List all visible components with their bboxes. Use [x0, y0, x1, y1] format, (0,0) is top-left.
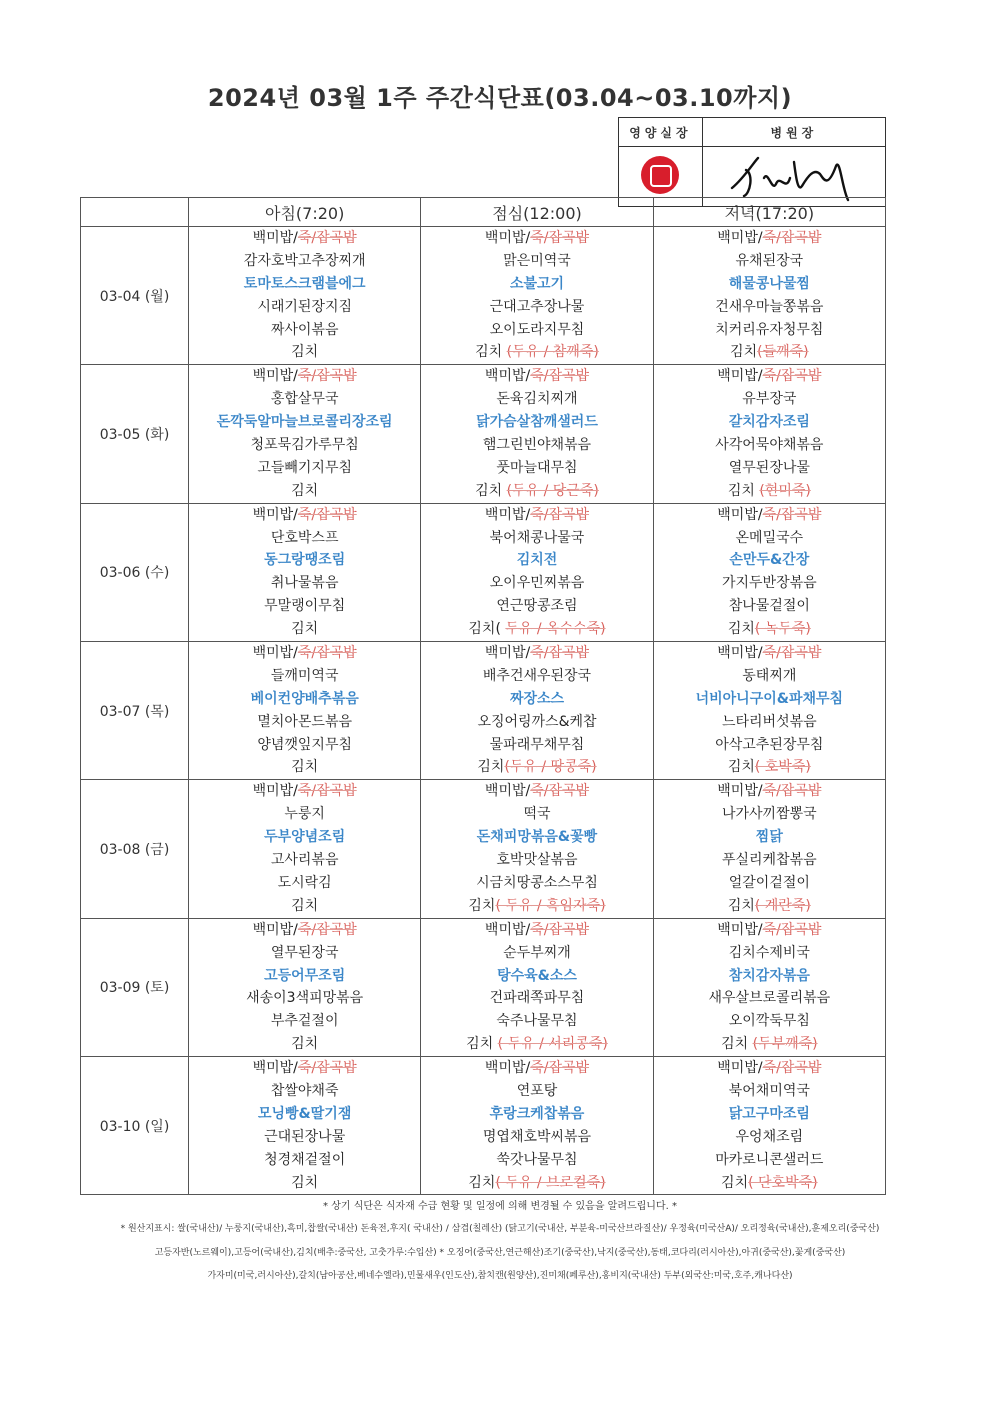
origin-note-line-2: 고등자반(노르웨이),고등어(국내산),김치(배추:중국산, 고춧가루:수입산) * 오징어(중국산,연근해산)조기(중국산),낙지(중국산),동태,코다리(러시아산),아귀(중국산),꽃게(중국산) — [154, 1248, 846, 1258]
menu-item: 온메밀국수 — [735, 529, 804, 546]
menu-item-text: 김치 — [475, 344, 507, 361]
porridge-option-text: 죽/잡곡밥 — [762, 1060, 822, 1077]
header-lunch: 점심(12:00) — [421, 198, 653, 227]
menu-item: 풋마늘대무침 — [496, 459, 578, 476]
menu-item-text: 김치 — [477, 759, 505, 776]
approval-label-nutrition: 영양실장 — [619, 118, 703, 147]
menu-header-row — [81, 198, 886, 227]
menu-item — [654, 965, 885, 988]
menu-item — [421, 1057, 652, 1080]
menu-item — [654, 504, 885, 527]
menu-item — [654, 365, 885, 388]
menu-item-text: 김치 — [475, 482, 507, 499]
menu-item: 연근땅콩조림 — [496, 598, 578, 615]
porridge-option-text: 죽/잡곡밥 — [530, 230, 590, 246]
porridge-option-text: (두유 / 땅콩죽) — [504, 759, 597, 776]
meal-cell-dinner — [653, 918, 885, 1056]
menu-item: 마카로니콘샐러드 — [715, 1151, 824, 1168]
porridge-option-text: 두유 / 옥수수죽) — [505, 621, 606, 638]
main-dish-text: 김치전 — [516, 552, 558, 569]
porridge-option-text: 죽/잡곡밥 — [530, 921, 590, 938]
main-dish-text: 짜장소스 — [509, 690, 565, 707]
menu-item — [189, 1103, 420, 1126]
menu-item — [421, 756, 652, 779]
main-dish-text: 돈채피망볶음&꽃빵 — [476, 829, 598, 846]
menu-item: 감자호박고추장찌개 — [243, 252, 366, 269]
day-date: 03-06 (수) — [81, 503, 189, 641]
approval-label-director: 병원장 — [702, 118, 885, 147]
menu-item: 치커리유자청무침 — [715, 321, 824, 338]
menu-item — [421, 895, 652, 918]
menu-item-text: 김치 — [727, 482, 760, 499]
menu-item — [654, 227, 885, 250]
menu-item: 돈육김치찌개 — [496, 391, 578, 408]
day-date: 03-08 (금) — [81, 780, 189, 918]
menu-item — [189, 365, 420, 388]
menu-item — [654, 1057, 885, 1080]
meal-cell-breakfast — [189, 642, 421, 780]
origin-note-line-1: * 원산지표시: 쌀(국내산)/ 누룽지(국내산),흑미,찹쌀(국내산) 돈육전,후지( 국내산) / 삼겹(칠레산) (닭고기(국내산, 부분육-미국산브라질산)/ 우정육(미국산A)/ 오리정육(국내산),훈제오리(중국산) — [120, 1224, 880, 1234]
menu-item — [421, 688, 652, 711]
menu-item: 김치 — [291, 759, 319, 776]
menu-item — [421, 965, 652, 988]
main-dish-text: 갈치감자조림 — [728, 414, 810, 431]
menu-item-text: 김치 — [727, 621, 755, 638]
menu-item: 아삭고추된장무침 — [715, 736, 824, 753]
weekly-menu-table — [80, 197, 886, 1195]
menu-item — [654, 480, 885, 503]
menu-item — [189, 965, 420, 988]
main-dish-text: 닭가슴살참깨샐러드 — [476, 414, 598, 431]
menu-item: 열무된장국 — [270, 944, 339, 961]
menu-item: 누룽지 — [284, 806, 325, 823]
meal-cell-lunch — [421, 365, 653, 503]
main-dish-text: 닭고구마조림 — [728, 1105, 810, 1122]
menu-item: 김치 — [291, 621, 319, 638]
porridge-option-text: ( 계란죽) — [754, 897, 811, 914]
menu-item: 새우살브로콜리볶음 — [708, 990, 831, 1007]
meal-cell-breakfast — [189, 365, 421, 503]
menu-item-text: 백미밥/ — [717, 230, 763, 246]
menu-item — [654, 780, 885, 803]
menu-item: 북어채콩나물국 — [489, 529, 585, 546]
day-date: 03-04 (월) — [81, 227, 189, 365]
menu-item: 근대고추장나물 — [489, 298, 585, 315]
menu-item: 순두부찌개 — [503, 944, 571, 961]
menu-item — [654, 688, 885, 711]
menu-item-text: 백미밥/ — [484, 368, 531, 385]
menu-item — [189, 688, 420, 711]
menu-item: 짜사이볶음 — [270, 321, 339, 338]
porridge-option-text: 죽/잡곡밥 — [530, 506, 590, 523]
menu-item — [654, 826, 885, 849]
porridge-option-text: ( 두유 / 브로컬죽) — [495, 1174, 606, 1191]
header-date — [81, 198, 189, 227]
porridge-option-text: (두유 / 참깨죽) — [506, 344, 599, 361]
menu-item: 고사리볶음 — [270, 852, 339, 869]
menu-item-text: 백미밥/ — [484, 230, 531, 246]
menu-item-text: 김치 — [721, 1174, 749, 1191]
menu-item: 숙주나물무침 — [496, 1013, 578, 1030]
porridge-option-text: 죽/잡곡밥 — [762, 921, 822, 938]
porridge-option-text: 죽/잡곡밥 — [297, 783, 357, 800]
menu-item-text: 백미밥/ — [252, 921, 298, 938]
menu-item — [189, 549, 420, 572]
menu-item — [189, 826, 420, 849]
porridge-option-text: 죽/잡곡밥 — [530, 1060, 590, 1077]
menu-item — [189, 780, 420, 803]
meal-cell-dinner — [653, 642, 885, 780]
menu-item-text: 백미밥/ — [717, 921, 763, 938]
menu-item — [421, 480, 652, 503]
porridge-option-text: 죽/잡곡밥 — [297, 368, 357, 385]
menu-item: 푸실리케찹볶음 — [721, 852, 817, 869]
day-row — [81, 642, 886, 780]
header-breakfast: 아침(7:20) — [189, 198, 421, 227]
menu-item — [189, 919, 420, 942]
menu-item-text: 백미밥/ — [717, 368, 763, 385]
seal-stamp-icon — [641, 156, 679, 194]
menu-item — [189, 642, 420, 665]
menu-item: 건파래쪽파무침 — [489, 990, 585, 1007]
menu-item-text: 백미밥/ — [252, 506, 298, 523]
menu-item: 열무된장나물 — [728, 459, 810, 476]
menu-item: 맑은미역국 — [503, 252, 571, 269]
menu-item: 얼갈이겉절이 — [728, 874, 810, 891]
meal-cell-dinner — [653, 365, 885, 503]
porridge-option-text: 죽/잡곡밥 — [297, 1060, 357, 1077]
menu-item — [189, 227, 420, 250]
main-dish-text: 너비아니구이&파채무침 — [695, 690, 844, 707]
menu-item: 새송이3색피망볶음 — [246, 990, 364, 1007]
porridge-option-text: 죽/잡곡밥 — [762, 506, 822, 523]
menu-item — [421, 618, 652, 641]
menu-item-text: 백미밥/ — [484, 506, 531, 523]
menu-item: 청포묵김가루무침 — [250, 437, 359, 454]
porridge-option-text: (두유 / 당근죽) — [506, 482, 599, 499]
menu-item — [654, 341, 885, 364]
menu-item — [654, 618, 885, 641]
menu-item-text: 백미밥/ — [484, 645, 531, 662]
porridge-option-text: 죽/잡곡밥 — [297, 921, 357, 938]
porridge-option-text: 죽/잡곡밥 — [297, 506, 357, 523]
menu-item — [654, 1172, 885, 1195]
menu-item: 유채된장국 — [735, 252, 804, 269]
menu-item: 시금치땅콩소스무침 — [476, 874, 598, 891]
menu-item: 동태찌개 — [742, 667, 797, 684]
porridge-option-text: 죽/잡곡밥 — [762, 368, 822, 385]
day-date: 03-09 (토) — [81, 918, 189, 1056]
menu-item-text: 백미밥/ — [484, 921, 531, 938]
porridge-option-text: 죽/잡곡밥 — [297, 230, 357, 246]
menu-item — [421, 365, 652, 388]
porridge-option-text: (현미죽) — [759, 482, 811, 499]
meal-cell-breakfast — [189, 1057, 421, 1195]
menu-item — [421, 504, 652, 527]
menu-item — [189, 1057, 420, 1080]
menu-item: 시래기된장지짐 — [257, 298, 352, 315]
page-title: 2024년 03월 1주 주간식단표(03.04~03.10까지) — [207, 84, 793, 112]
main-dish-text: 탕수육&소스 — [497, 967, 577, 984]
menu-item — [189, 411, 420, 434]
porridge-option-text: 죽/잡곡밥 — [530, 645, 590, 662]
menu-item: 부추겉절이 — [270, 1013, 339, 1030]
menu-item: 고들빼기지무침 — [257, 459, 352, 476]
menu-item-text: 백미밥/ — [252, 368, 298, 385]
menu-item: 김치 — [291, 482, 319, 499]
menu-item: 느타리버섯볶음 — [721, 713, 817, 730]
menu-item: 호박맛살볶음 — [496, 852, 578, 869]
porridge-option-text: (들깨죽) — [757, 344, 809, 361]
header-dinner: 저녁(17:20) — [653, 198, 885, 227]
day-date: 03-10 (일) — [81, 1057, 189, 1195]
menu-item: 오이깍둑무침 — [728, 1013, 810, 1030]
main-dish-text: 고등어무조림 — [264, 967, 346, 984]
porridge-option-text: 죽/잡곡밥 — [762, 645, 822, 662]
menu-item: 명엽채호박씨볶음 — [482, 1128, 592, 1145]
day-row — [81, 918, 886, 1056]
menu-item — [654, 549, 885, 572]
menu-item — [421, 826, 652, 849]
menu-item: 무말랭이무침 — [264, 598, 346, 615]
menu-item: 물파래무채무침 — [489, 736, 585, 753]
menu-item: 쑥갓나물무침 — [496, 1151, 578, 1168]
menu-item: 오이우민찌볶음 — [489, 575, 585, 592]
main-dish-text: 후랑크케찹볶음 — [489, 1105, 585, 1122]
menu-item — [421, 1103, 652, 1126]
menu-item-text: 김치 — [468, 1174, 496, 1191]
meal-cell-lunch — [421, 503, 653, 641]
menu-item-text: 백미밥/ — [252, 230, 298, 246]
menu-item: 취나물볶음 — [270, 575, 339, 592]
menu-item-text: 김치 — [727, 759, 755, 776]
main-dish-text: 베이컨양배추볶음 — [250, 690, 359, 707]
porridge-option-text: 죽/잡곡밥 — [297, 645, 357, 662]
meal-cell-breakfast — [189, 780, 421, 918]
porridge-option-text: 죽/잡곡밥 — [762, 783, 822, 800]
menu-item — [189, 273, 420, 296]
main-dish-text: 두부양념조림 — [264, 829, 346, 846]
menu-item: 참나물겉절이 — [728, 598, 810, 615]
menu-item — [654, 756, 885, 779]
menu-item — [654, 273, 885, 296]
porridge-option-text: 죽/잡곡밥 — [762, 230, 822, 246]
menu-item: 우엉채조림 — [735, 1128, 804, 1145]
origin-note-line-3: 가자미(미국,러시아산),갈치(남아공산,베네수엘라),민물새우(인도산),참치캔(원양산),진미채(페루산),홍비지(국내산) 두부(외국산:미국,호주,캐나다산) — [207, 1271, 793, 1281]
approval-box — [618, 117, 886, 207]
menu-item: 김치 — [291, 1174, 319, 1191]
menu-item-text: 김치 — [466, 1036, 498, 1053]
day-row — [81, 365, 886, 503]
day-row — [81, 1057, 886, 1195]
main-dish-text: 찜닭 — [755, 829, 783, 846]
meal-cell-lunch — [421, 227, 653, 365]
meal-cell-dinner — [653, 1057, 885, 1195]
main-dish-text: 돈깍둑알마늘브로콜리장조림 — [216, 414, 393, 431]
menu-item — [421, 780, 652, 803]
menu-item: 도시락김 — [277, 874, 332, 891]
main-dish-text: 동그랑땡조림 — [264, 552, 346, 569]
menu-item — [421, 273, 652, 296]
menu-item-text: 백미밥/ — [252, 783, 298, 800]
menu-item-text: 김치 — [727, 897, 755, 914]
menu-item — [421, 1033, 652, 1056]
meal-cell-lunch — [421, 642, 653, 780]
day-date: 03-07 (목) — [81, 642, 189, 780]
day-date: 03-05 (화) — [81, 365, 189, 503]
menu-item — [654, 1103, 885, 1126]
porridge-option-text: ( 녹두죽) — [754, 621, 811, 638]
menu-item — [421, 549, 652, 572]
menu-item: 김치 — [291, 1036, 319, 1053]
menu-item-text: 백미밥/ — [717, 783, 763, 800]
meal-cell-dinner — [653, 503, 885, 641]
menu-item — [421, 341, 652, 364]
porridge-option-text: 죽/잡곡밥 — [530, 368, 590, 385]
porridge-option-text: ( 두유 / 서리콩죽) — [497, 1036, 608, 1053]
meal-cell-dinner — [653, 780, 885, 918]
menu-item: 사각어묵야채볶음 — [715, 437, 824, 454]
meal-cell-lunch — [421, 780, 653, 918]
menu-item-text: 김치 — [468, 897, 496, 914]
meal-cell-breakfast — [189, 227, 421, 365]
menu-item — [654, 642, 885, 665]
notice-text: * 상기 식단은 식자재 수급 현황 및 일정에 의해 변경될 수 있음을 알려드립니다. * — [323, 1201, 677, 1212]
main-dish-text: 소불고기 — [509, 275, 565, 292]
menu-item — [189, 504, 420, 527]
meal-cell-breakfast — [189, 918, 421, 1056]
menu-item — [654, 411, 885, 434]
menu-item: 건새우마늘쫑볶음 — [715, 298, 824, 315]
menu-item: 오징어링까스&케찹 — [477, 713, 597, 730]
menu-item: 근대된장나물 — [264, 1128, 346, 1145]
meal-cell-dinner — [653, 227, 885, 365]
menu-item — [421, 411, 652, 434]
menu-item: 멸치아몬드볶음 — [257, 713, 352, 730]
menu-item-text: 백미밥/ — [717, 645, 763, 662]
menu-item: 배추건새우된장국 — [482, 667, 592, 684]
porridge-option-text: (두부깨죽) — [752, 1036, 818, 1053]
menu-item-text: 백미밥/ — [252, 645, 298, 662]
main-dish-text: 손만두&간장 — [729, 552, 810, 569]
menu-item — [654, 919, 885, 942]
day-row — [81, 780, 886, 918]
main-dish-text: 해물콩나물찜 — [728, 275, 810, 292]
menu-item: 떡국 — [523, 806, 551, 823]
menu-item: 가지두반장볶음 — [721, 575, 817, 592]
menu-item: 김치 — [291, 897, 319, 914]
menu-item-text: 백미밥/ — [484, 1060, 531, 1077]
meal-cell-lunch — [421, 918, 653, 1056]
menu-item: 연포탕 — [516, 1082, 558, 1099]
signature-icon — [724, 148, 864, 202]
meal-cell-lunch — [421, 1057, 653, 1195]
menu-item: 단호박스프 — [270, 529, 339, 546]
menu-item-text: 백미밥/ — [717, 1060, 763, 1077]
porridge-option-text: ( 호박죽) — [754, 759, 811, 776]
menu-item: 홍합살무국 — [270, 391, 339, 408]
menu-item — [654, 1033, 885, 1056]
menu-item: 햄그린빈야채볶음 — [482, 437, 592, 454]
menu-item: 북어채미역국 — [728, 1082, 810, 1099]
porridge-option-text: ( 단호박죽) — [748, 1174, 818, 1191]
menu-item: 김치 — [291, 344, 319, 361]
menu-item — [654, 895, 885, 918]
porridge-option-text: 죽/잡곡밥 — [530, 783, 590, 800]
main-dish-text: 토마토스크램블에그 — [243, 275, 366, 292]
day-row — [81, 227, 886, 365]
menu-item — [421, 919, 652, 942]
menu-item-text: 백미밥/ — [252, 1060, 298, 1077]
porridge-option-text: ( 두유 / 흑임자죽) — [495, 897, 606, 914]
menu-item — [421, 642, 652, 665]
menu-item: 오이도라지무침 — [489, 321, 585, 338]
menu-item: 양념깻잎지무침 — [257, 736, 352, 753]
menu-item-text: 김치( — [468, 621, 506, 638]
menu-item-text: 김치 — [730, 344, 758, 361]
menu-item: 찹쌀야채죽 — [270, 1082, 339, 1099]
menu-item-text: 김치 — [721, 1036, 753, 1053]
menu-item: 김치수제비국 — [728, 944, 810, 961]
main-dish-text: 모닝빵&딸기잼 — [257, 1105, 352, 1122]
day-row — [81, 503, 886, 641]
menu-item: 청경채겉절이 — [264, 1151, 346, 1168]
menu-item: 나가사끼짬뽕국 — [721, 806, 817, 823]
menu-item: 들깨미역국 — [270, 667, 339, 684]
menu-item: 유부장국 — [742, 391, 797, 408]
main-dish-text: 참치감자볶음 — [728, 967, 810, 984]
meal-cell-breakfast — [189, 503, 421, 641]
menu-item-text: 백미밥/ — [717, 506, 763, 523]
menu-item-text: 백미밥/ — [484, 783, 531, 800]
menu-item — [421, 1172, 652, 1195]
menu-item — [421, 227, 652, 250]
